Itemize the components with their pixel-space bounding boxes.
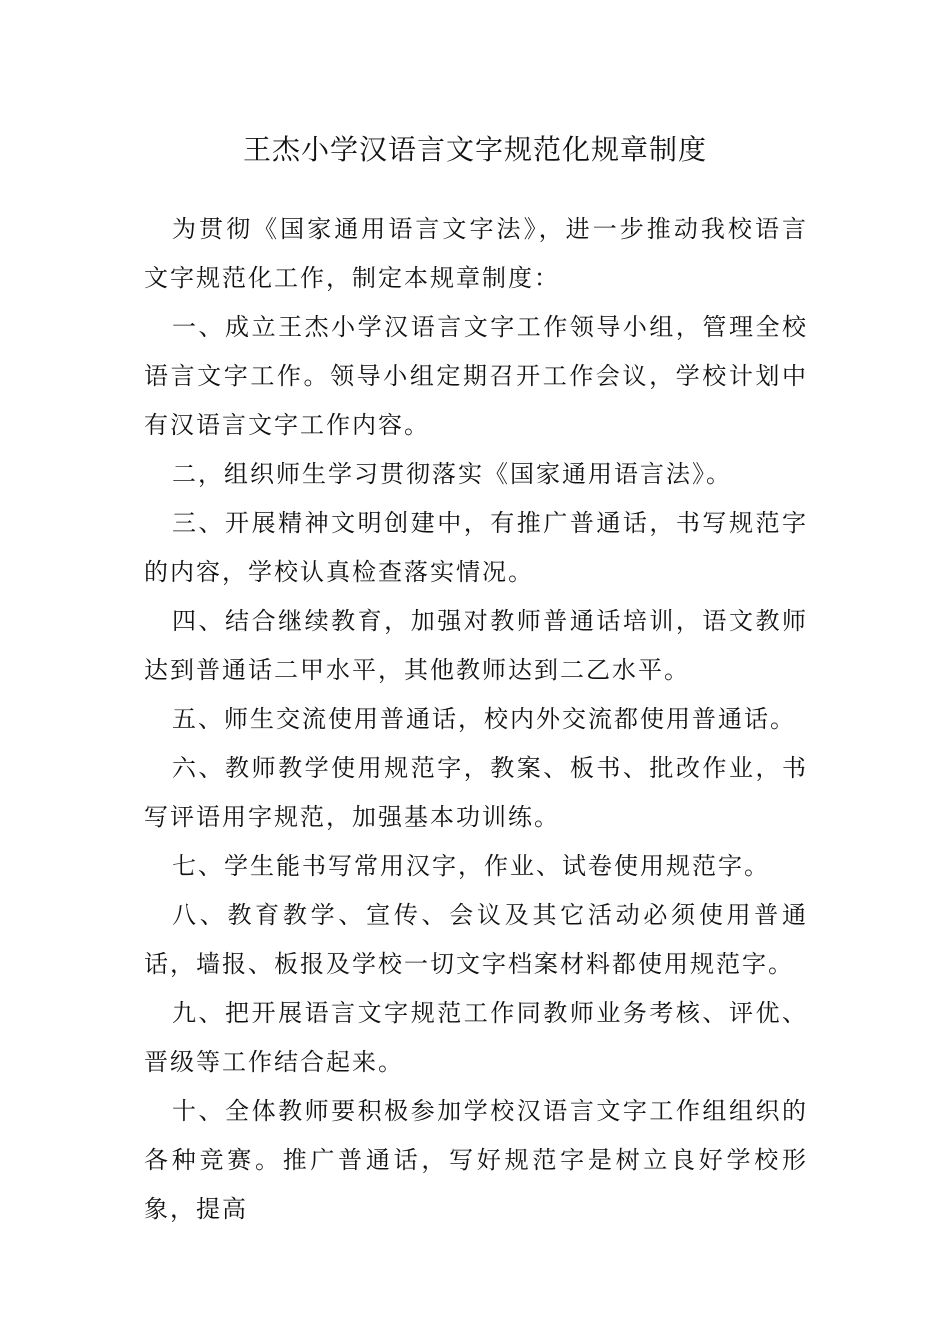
paragraph-item-4: 四、结合继续教育，加强对教师普通话培训，语文教师达到普通话二甲水平，其他教师达到二乙水平。 — [144, 607, 808, 684]
paragraph-item-5: 五、师生交流使用普通话，校内外交流都使用普通话。 — [172, 705, 796, 733]
paragraph-item-2: 二，组织师生学习贯彻落实《国家通用语言法》。 — [172, 460, 732, 488]
paragraph-item-1: 一、成立王杰小学汉语言文字工作领导小组，管理全校语言文字工作。领导小组定期召开工作会议，学校计划中有汉语言文字工作内容。 — [144, 313, 808, 439]
paragraph-item-8: 八、教育教学、宣传、会议及其它活动必须使用普通话，墙报、板报及学校一切文字档案材料都使用规范字。 — [144, 901, 808, 978]
document-body — [144, 205, 808, 1234]
document-title: 王杰小学汉语言文字规范化规章制度 — [242, 133, 707, 166]
paragraph-item-7: 七、学生能书写常用汉字，作业、试卷使用规范字。 — [172, 852, 770, 880]
paragraph-item-10: 十、全体教师要积极参加学校汉语言文字工作组组织的各种竞赛。推广普通话，写好规范字是树立良好学校形象，提高 — [144, 1097, 808, 1223]
paragraph-item-6: 六、教师教学使用规范字，教案、板书、批改作业，书写评语用字规范，加强基本功训练。 — [144, 754, 808, 831]
paragraph-item-3: 三、开展精神文明创建中，有推广普通话，书写规范字的内容，学校认真检查落实情况。 — [144, 509, 808, 586]
paragraph-item-9: 九、把开展语言文字规范工作同教师业务考核、评优、晋级等工作结合起来。 — [144, 999, 808, 1076]
paragraph-intro: 为贯彻《国家通用语言文字法》，进一步推动我校语言文字规范化工作，制定本规章制度： — [144, 215, 808, 292]
